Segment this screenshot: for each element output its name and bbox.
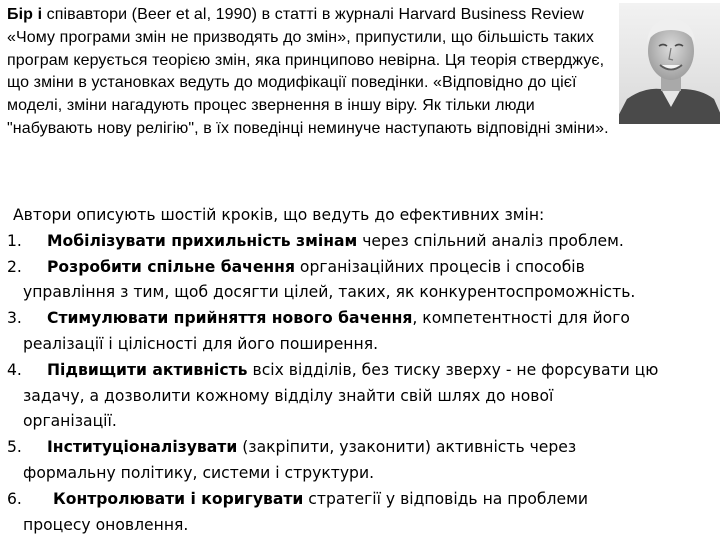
- intro-paragraph: [7, 4, 617, 141]
- step-title: Мобілізувати прихильність змінам: [47, 231, 358, 250]
- step-2: [7, 255, 719, 307]
- step-4: [7, 358, 719, 435]
- steps-lead: Автори описують шостій кроків, що ведуть до ефективних змін:: [13, 206, 545, 224]
- step-title: Підвищити активність: [47, 360, 248, 379]
- step-text: стратегії у відповідь на проблеми: [303, 489, 588, 508]
- step-5: [7, 435, 719, 487]
- steps-section: [7, 203, 719, 538]
- step-text-continued: формальну політику, системи і структури.: [23, 463, 375, 482]
- step-title: Контролювати і коригувати: [53, 489, 304, 508]
- step-text-continued: процесу оновлення.: [23, 515, 189, 534]
- step-number: 6.: [7, 489, 22, 508]
- step-text-continued: реалізації і цілісності для його поширення.: [23, 334, 379, 353]
- step-title: Стимулювати прийняття нового бачення: [47, 309, 413, 328]
- step-text: всіх відділів, без тиску зверху - не форсувати цю: [247, 360, 659, 379]
- step-title: Інституціоналізувати: [47, 438, 238, 457]
- step-number: 5.: [7, 438, 22, 457]
- intro-text: співавтори (Beer et al, 1990) в статті в журналі Harvard Business Review «Чому програми змін не призводять до змін», припустили, що більшість таких програм керується теорією змін, яка принципово невірна. Ця теорія стверджує, що зміни в установках ведуть до модифікації поведінки. «Відповідно до цієї моделі, зміни нагадують процес звернення в іншу віру. Як тільки люди "набувають нову релігію", в їх поведінці неминуче наступають відповідні зміни».: [7, 6, 609, 137]
- step-6: [7, 487, 719, 539]
- step-1: [7, 229, 719, 255]
- step-text: через спільний аналіз проблем.: [357, 231, 624, 250]
- step-number: 2.: [7, 257, 22, 276]
- portrait-image: [619, 3, 720, 124]
- step-text-continued: задачу, а дозволити кожному відділу знайти свій шлях до нової: [23, 386, 554, 405]
- step-number: 4.: [7, 360, 22, 379]
- step-text-continued: організації.: [23, 412, 117, 431]
- intro-lead-bold: Бір і: [7, 6, 43, 23]
- step-text-continued: управління з тим, щоб досягти цілей, таких, як конкурентоспроможність.: [23, 283, 636, 302]
- step-title: Розробити спільне бачення: [47, 257, 295, 276]
- step-number: 1.: [7, 231, 22, 250]
- step-3: [7, 306, 719, 358]
- step-text: , компетентності для його: [412, 309, 630, 328]
- step-text: (закріпити, узаконити) активність через: [237, 438, 577, 457]
- step-text: організаційних процесів і способів: [294, 257, 585, 276]
- author-photo: [619, 3, 720, 124]
- step-number: 3.: [7, 309, 22, 328]
